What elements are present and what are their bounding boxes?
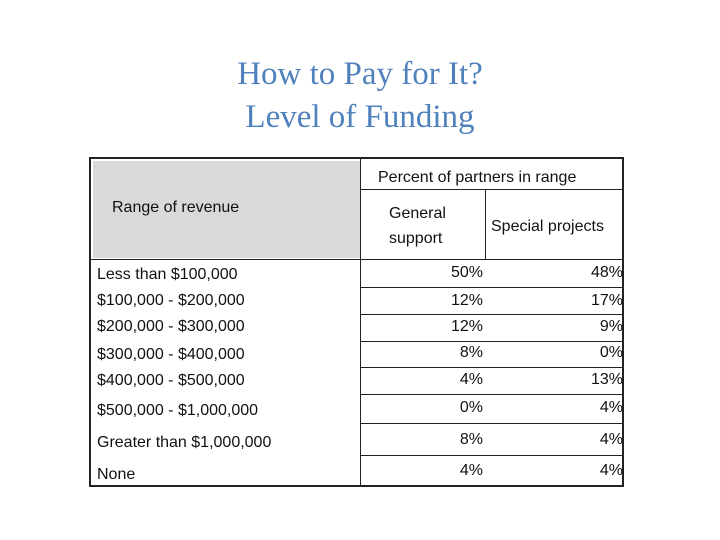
- row-divider: [360, 394, 622, 395]
- slide-title-line-1: How to Pay for It?: [237, 56, 483, 92]
- row-divider: [360, 455, 622, 456]
- row-divider: [360, 341, 622, 342]
- special-projects-header: Special projects: [491, 218, 604, 235]
- range-cell: $200,000 - $300,000: [97, 318, 245, 335]
- range-cell: None: [97, 466, 136, 483]
- general-support-cell: 4%: [459, 371, 483, 388]
- column-divider-range: [360, 159, 361, 485]
- percent-header: Percent of partners in range: [378, 169, 577, 186]
- range-header: Range of revenue: [112, 199, 240, 216]
- row-divider: [360, 423, 622, 424]
- special-projects-cell: 13%: [590, 371, 623, 388]
- general-support-header-line-2: support: [389, 230, 443, 247]
- special-projects-cell: 4%: [599, 431, 623, 448]
- row-divider: [360, 287, 622, 288]
- general-support-cell: 8%: [459, 344, 483, 361]
- range-cell: $100,000 - $200,000: [97, 292, 245, 309]
- special-projects-cell: 17%: [590, 292, 623, 309]
- special-projects-cell: 4%: [599, 462, 623, 479]
- slide-title-line-2: Level of Funding: [245, 99, 475, 135]
- general-support-cell: 0%: [459, 399, 483, 416]
- funding-table: [89, 157, 624, 487]
- range-cell: Greater than $1,000,000: [97, 434, 272, 451]
- range-cell: $500,000 - $1,000,000: [97, 402, 259, 419]
- special-projects-cell: 0%: [599, 344, 623, 361]
- special-projects-cell: 9%: [599, 318, 623, 335]
- general-support-cell: 8%: [459, 431, 483, 448]
- header-bottom-divider: [91, 259, 622, 260]
- row-divider: [360, 314, 622, 315]
- range-cell: $400,000 - $500,000: [97, 372, 245, 389]
- general-support-cell: 12%: [450, 292, 483, 309]
- column-divider-header: [485, 189, 486, 260]
- range-cell: $300,000 - $400,000: [97, 346, 245, 363]
- row-divider: [360, 367, 622, 368]
- general-support-cell: 12%: [450, 318, 483, 335]
- special-projects-cell: 4%: [599, 399, 623, 416]
- special-projects-cell: 48%: [590, 264, 623, 281]
- range-cell: Less than $100,000: [97, 266, 238, 283]
- general-support-cell: 4%: [459, 462, 483, 479]
- top-header-divider: [360, 189, 622, 190]
- general-support-cell: 50%: [450, 264, 483, 281]
- general-support-header-line-1: General: [389, 205, 446, 222]
